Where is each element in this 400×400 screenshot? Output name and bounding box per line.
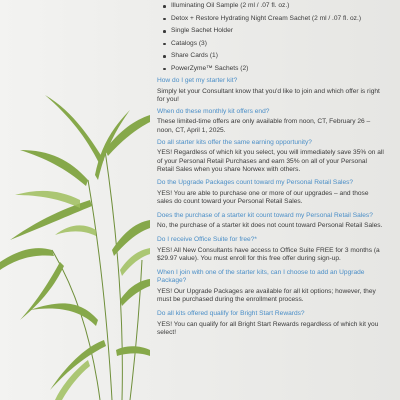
faq-item <box>157 212 385 231</box>
faq-item <box>157 77 385 105</box>
list-item: Single Sachet Holder <box>163 25 385 38</box>
faq-answer: No, the purchase of a starter kit does not count toward Personal Retail Sales. <box>157 222 383 230</box>
palm-plant-image <box>0 0 150 400</box>
faq-item <box>157 310 385 338</box>
faq-item <box>157 179 385 207</box>
faq-question: Do the Upgrade Packages count toward my Personal Retail Sales? <box>157 178 354 186</box>
faq-question: Do all kits offered qualify for Bright Start Rewards? <box>157 310 305 318</box>
faq-item <box>157 108 385 136</box>
faq-answer: YES! You can qualify for all Bright Start Rewards regardless of which kit you select! <box>157 320 379 337</box>
faq-answer: YES! You are able to purchase one or more of our upgrades – and those sales do count toward your Personal Retail Sales. <box>157 189 369 206</box>
list-item: Illuminating Oil Sample (2 ml / .07 fl. oz.) <box>163 0 385 13</box>
faq-answer: These limited-time offers are only available from noon, CT, February 26 – noon, CT, April 1, 2025. <box>157 118 371 134</box>
faq-question: When do these monthly kit offers end? <box>157 107 270 115</box>
faq-question: When I join with one of the starter kits, can I choose to add an Upgrade Package? <box>157 268 365 285</box>
list-item: Detox + Restore Hydrating Night Cream Sachet (2 ml / .07 fl. oz.) <box>163 13 385 26</box>
list-item: Catalogs (3) <box>163 38 385 51</box>
kit-items-list <box>157 0 385 75</box>
faq-content <box>157 0 385 338</box>
faq-answer: YES! Our Upgrade Packages are available for all kit options; however, they must be purchased during the enrollment process. <box>157 287 376 304</box>
faq-item <box>157 236 385 264</box>
list-item: Share Cards (1) <box>163 50 385 63</box>
faq-question: Does the purchase of a starter kit count toward my Personal Retail Sales? <box>157 211 373 219</box>
faq-question: How do I get my starter kit? <box>157 77 238 84</box>
faq-answer: YES! Regardless of which kit you select, you will immediately save 35% on all of your Personal Retail Purchases and earn 35% on all of your Personal Retail Sales when you share Norwex with others. <box>157 149 384 174</box>
faq-item <box>157 269 385 305</box>
list-item: PowerZyme™ Sachets (2) <box>163 63 385 76</box>
faq-item <box>157 139 385 175</box>
faq-question: Do I receive Office Suite for free?* <box>157 235 257 243</box>
faq-answer: YES! All New Consultants have access to Office Suite FREE for 3 months (a $29.97 value). You must enroll for this free offer during sign-up. <box>157 246 380 263</box>
faq-answer: Simply let your Consultant know that you'd like to join and which offer is right for you! <box>157 87 380 104</box>
faq-question: Do all starter kits offer the same earning opportunity? <box>157 138 312 146</box>
